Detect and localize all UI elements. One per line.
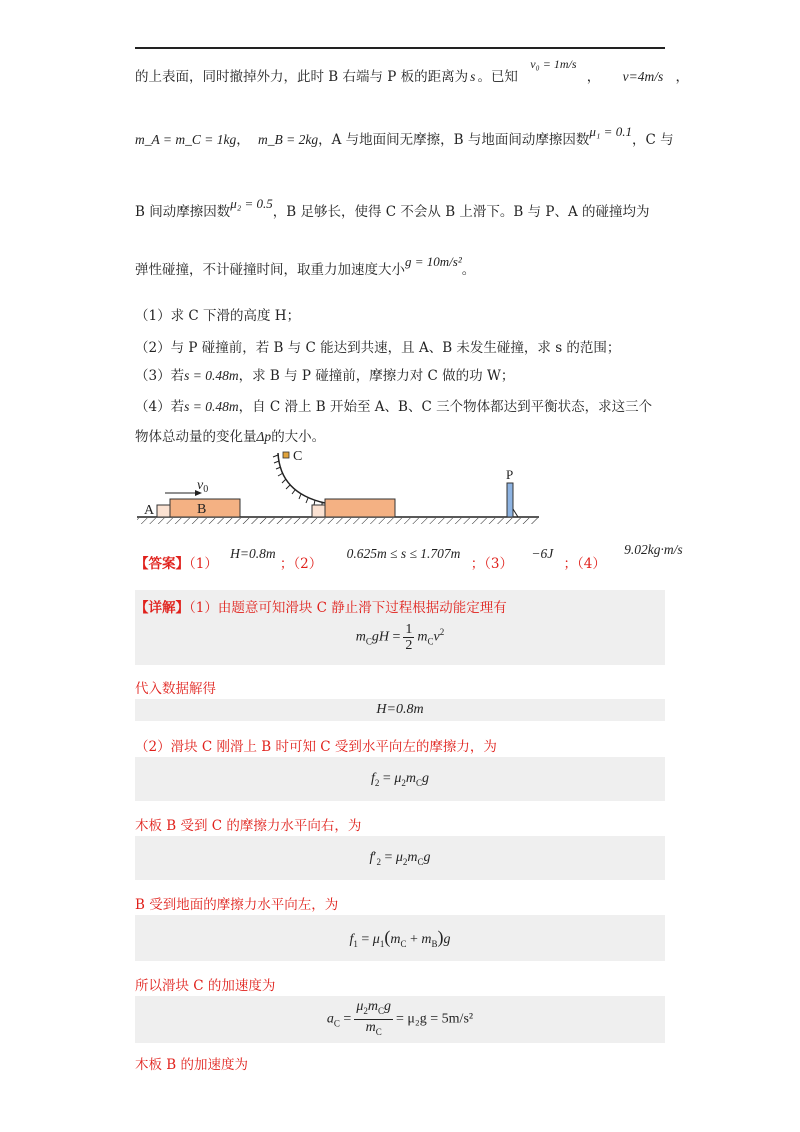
equation-ac-result: = μ₂g = 5m/s² <box>395 1011 474 1027</box>
explanation-text-4: 木板 B 受到 C 的摩擦力水平向右，为 <box>135 818 362 834</box>
equation-h-value: H=0.8m <box>376 702 424 717</box>
statement-text: 弹性碰撞，不计碰撞时间，取重力加速度大小 <box>135 262 405 278</box>
equation-f1: $f_1 = \mu_1(m_C + m_B)g$ <box>135 915 665 961</box>
header-rule <box>135 47 665 49</box>
block-c <box>283 452 289 458</box>
label-v: v <box>197 478 204 493</box>
answer-line <box>135 542 683 572</box>
label-p: P <box>506 467 514 482</box>
equation-energy: $m_CgH$ = $\frac{1}{2}$ $m_Cv^2$ <box>355 622 445 653</box>
explanation-text-7: 木板 B 的加速度为 <box>135 1057 249 1073</box>
statement-text: ，C 与 <box>631 132 674 148</box>
question-2: （2）与 P 碰撞前，若 B 与 C 能达到共速，且 A、B 未发生碰撞，求 s 的范围； <box>135 340 621 356</box>
condition-s: s = 0.48m <box>184 368 239 383</box>
statement-text: ，B 足够长，使得 C 不会从 B 上滑下。B 与 P、A 的碰撞均为 <box>272 204 650 220</box>
explanation-line-1 <box>135 596 507 616</box>
mu1-formula: μ₁ = 0.1 <box>589 124 632 139</box>
question-text: ，自 C 滑上 B 开始至 A、B、C 三个物体都达到平衡状态，求这三个 <box>238 399 653 415</box>
condition-s: s = 0.48m <box>184 399 239 414</box>
statement-text: ，A 与地面间无摩擦，B 与地面间动摩擦因数 <box>318 132 590 148</box>
answer-part-1: （1） <box>189 556 218 572</box>
question-text: （4）若 <box>135 399 185 415</box>
answer-tag: 【答案】 <box>135 556 189 572</box>
explanation-text: （1）由题意可知滑块 C 静止滑下过程根据动能定理有 <box>189 600 507 616</box>
statement-line-1: 的上表面，同时撤掉外力，此时 B 右端与 P 板的距离为 s 。已知 v₀ = 1m/s ， v=4m/s ， <box>135 57 689 85</box>
answer-3-value: −6J <box>531 546 554 561</box>
statement-text: 。已知 <box>477 69 518 85</box>
statement-text: 的上表面，同时撤掉外力，此时 B 右端与 P 板的距离为 <box>135 69 469 85</box>
label-a: A <box>144 503 155 518</box>
equation-f2-prime: $f'_2 = \mu_2m_Cg$ <box>135 836 665 880</box>
question-3 <box>135 364 514 384</box>
explanation-tag: 【详解】 <box>135 600 189 616</box>
answer-4-value: 9.02kg·m/s <box>624 542 683 557</box>
statement-text: B 间动摩擦因数 <box>135 204 231 220</box>
block-a-position-2 <box>312 505 325 517</box>
plate-p <box>507 483 513 517</box>
question-1: （1）求 C 下滑的高度 H； <box>135 308 301 324</box>
v-formula: v=4m/s <box>622 69 664 84</box>
explanation-text-3: （2）滑块 C 刚滑上 B 时可知 C 受到水平向左的摩擦力，为 <box>135 739 497 755</box>
answer-part-3: ；（3） <box>470 556 514 572</box>
label-v0 <box>197 478 208 495</box>
answer-1-value: H=0.8m <box>230 546 276 561</box>
var-s: s <box>470 69 476 84</box>
answer-2-value: 0.625m ≤ s ≤ 1.707m <box>346 546 461 561</box>
physics-diagram <box>135 445 545 525</box>
statement-line-2: m_A = m_C = 1kg， m_B = 2kg，A 与地面间无摩擦，B 与地面间动摩擦因数μ₁ = 0.1，C 与 <box>135 124 674 148</box>
explanation-text-5: B 受到地面的摩擦力水平向左，为 <box>135 897 339 913</box>
question-4 <box>135 395 652 415</box>
question-text: ，求 B 与 P 碰撞前，摩擦力对 C 做的功 W； <box>238 368 515 384</box>
equation-ac: $a_C$ = $\frac{\mu_2m_Cg}{m_C}$ = μ₂g = 5m/s² <box>135 996 665 1043</box>
statement-line-4 <box>135 254 476 278</box>
explanation-text-6: 所以滑块 C 的加速度为 <box>135 978 276 994</box>
v0-formula: v₀ = 1m/s <box>530 57 577 71</box>
label-b: B <box>197 502 207 517</box>
question-4-line-2 <box>135 425 325 445</box>
equation-h-result <box>135 699 665 721</box>
label-c: C <box>293 449 303 464</box>
mu2-formula: μ₂ = 0.5 <box>230 196 273 211</box>
answer-part-4: ；（4） <box>563 556 606 572</box>
question-text: （3）若 <box>135 368 185 384</box>
mass-ac-formula: m_A = m_C = 1kg <box>135 132 237 147</box>
mass-b-formula: m_B = 2kg <box>258 132 319 147</box>
question-text: 物体总动量的变化量 <box>135 429 257 445</box>
equation-f2: $f_2 = \mu_2m_Cg$ <box>135 757 665 801</box>
explanation-text-2: 代入数据解得 <box>135 681 216 697</box>
delta-p: Δp <box>256 429 272 444</box>
block-a <box>157 505 170 517</box>
statement-text: 。 <box>461 262 476 278</box>
label-v-sub: 0 <box>203 484 209 495</box>
board-b-position-2 <box>325 499 395 517</box>
ground <box>137 517 539 524</box>
g-formula: g = 10m/s² <box>405 254 462 269</box>
statement-line-3 <box>135 196 650 220</box>
question-text: 的大小。 <box>271 429 326 445</box>
answer-part-2: ；（2） <box>279 556 323 572</box>
